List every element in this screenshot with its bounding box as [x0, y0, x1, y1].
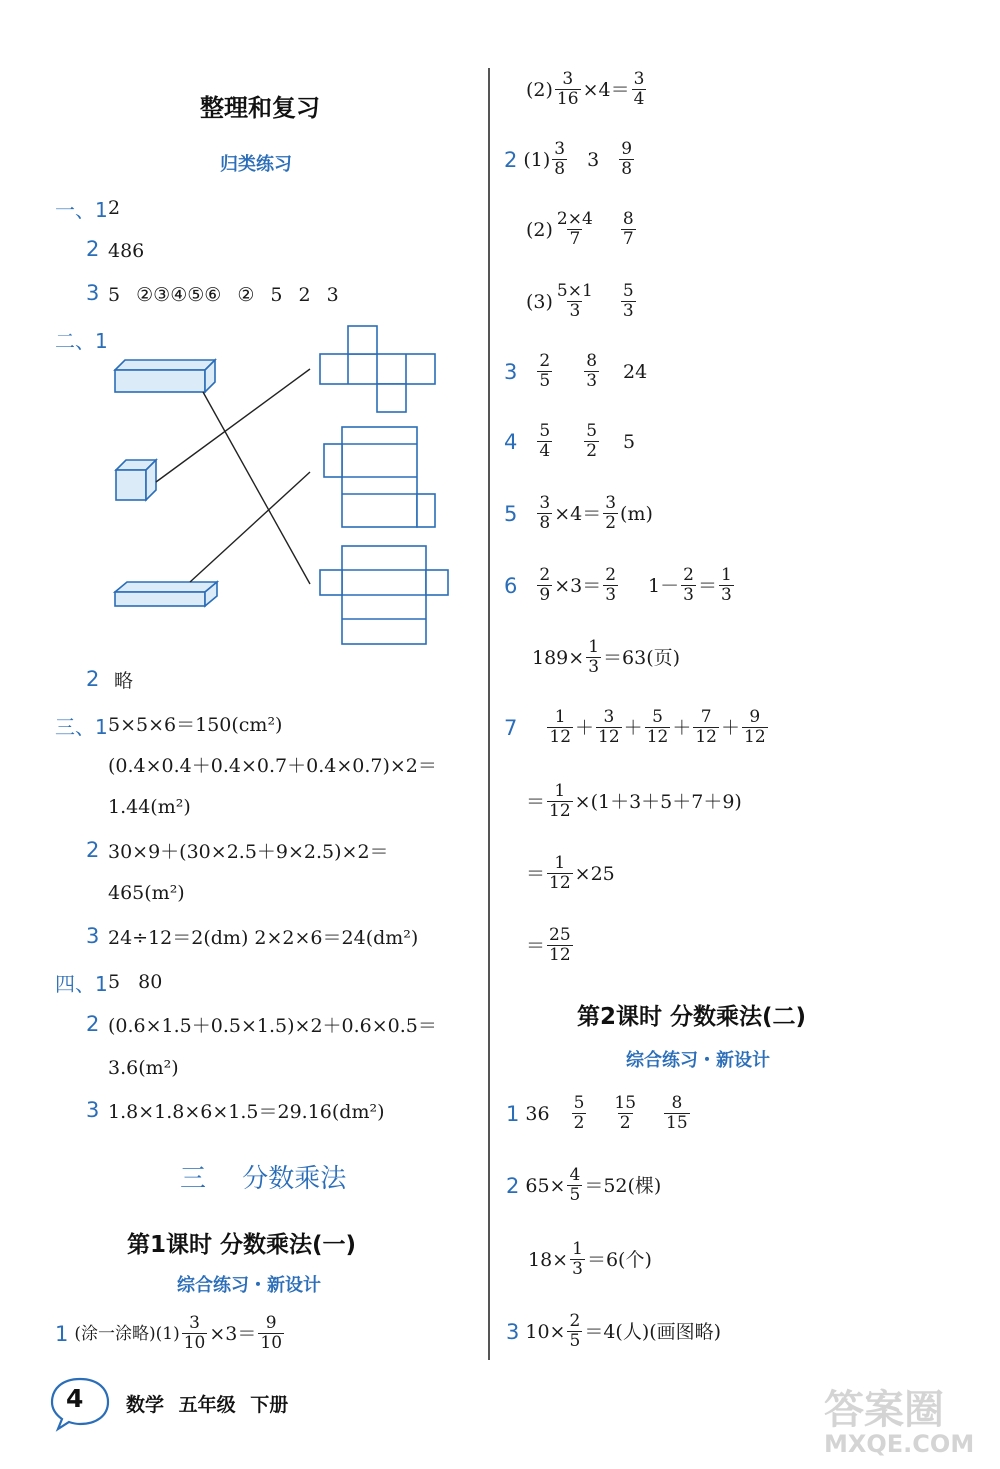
fraction: $\frac{3}{8}$ [554, 139, 566, 179]
answer-text: 24 [623, 360, 648, 383]
answer-row [526, 926, 575, 965]
answer-text: ＝ [526, 862, 546, 885]
answer-text: ＝6(个) [586, 1248, 652, 1271]
q-number: 2 [86, 237, 100, 261]
answer-row [504, 708, 770, 747]
answer-text: 1.44(m²) [108, 796, 191, 818]
answer-text: ×(1＋3＋5＋7＋9) [574, 790, 742, 813]
q-number: 7 [504, 715, 518, 740]
fraction: $\frac{8}{3}$ [586, 351, 598, 391]
q-label-4: 四、1 [55, 972, 108, 996]
column-divider [488, 68, 490, 1360]
fraction: $\frac{3}{10}$ [183, 1313, 206, 1353]
q-number: 6 [504, 573, 518, 598]
answer-text: 189× [532, 646, 585, 669]
lesson-title: 第1课时 分数乘法(一) [127, 1232, 357, 1258]
answer-text: 3 [587, 148, 600, 171]
fraction: $\frac{8}{7}$ [622, 209, 634, 249]
fraction: $\frac{7}{12}$ [695, 707, 717, 747]
answer-text: (0.4×0.4＋0.4×0.7＋0.4×0.7)×2＝ [108, 755, 437, 777]
answer-text: 5×5×6＝150(cm²) [108, 714, 283, 736]
answer-text: (2) [526, 78, 553, 101]
answer-text: ×4＝ [554, 502, 602, 525]
watermark-url: MXQE.COM [824, 1430, 975, 1458]
q-label-2: 二、1 [55, 329, 108, 353]
q-number: 5 [504, 501, 518, 526]
fraction: $\frac{1}{3}$ [572, 1239, 583, 1279]
subsection-title: 综合练习・新设计 [177, 1275, 321, 1296]
fraction: $\frac{5}{2}$ [586, 421, 598, 461]
answer-row [506, 1166, 661, 1205]
net-matching-diagram [110, 322, 455, 647]
answer-text: ×3＝ [209, 1322, 257, 1345]
answer-text: (2) [526, 218, 553, 241]
answer-text: ＝ [697, 574, 717, 597]
answer-row [506, 1312, 721, 1351]
answer-text: 略 [114, 670, 134, 692]
fraction: $\frac{5}{4}$ [539, 421, 551, 461]
answer-text: 465(m²) [108, 882, 185, 904]
fraction: $\frac{5}{3}$ [622, 281, 634, 321]
answer-text: 36 [525, 1102, 550, 1125]
fraction: $\frac{2}{9}$ [539, 565, 551, 605]
answer-row [526, 854, 615, 893]
fraction: $\frac{3}{8}$ [539, 493, 551, 533]
q-number: 3 [504, 359, 518, 384]
fraction: $\frac{5}{2}$ [573, 1093, 585, 1133]
answer-row [504, 494, 653, 533]
fraction: $\frac{9}{12}$ [744, 707, 766, 747]
plus-sign: ＋ [623, 716, 643, 739]
q-number: 1 [55, 1321, 69, 1346]
answer-row [526, 70, 648, 109]
answer-row [532, 638, 680, 677]
q-number: 4 [504, 429, 518, 454]
plus-sign: ＋ [720, 716, 740, 739]
answer-text: 2 [108, 197, 121, 219]
answer-text: 30×9＋(30×2.5＋9×2.5)×2＝ [108, 841, 389, 863]
answer-text: (0.6×1.5＋0.5×1.5)×2＋0.6×0.5＝ [108, 1015, 437, 1037]
answer-text: (1) [523, 148, 551, 171]
answer-row [504, 140, 636, 179]
answer-row [504, 422, 635, 461]
answer-text: (m) [620, 502, 653, 525]
answer-text: 10× [525, 1320, 566, 1343]
fraction: $\frac{15}{2}$ [614, 1093, 637, 1133]
q-number: 2 [504, 147, 518, 172]
answer-text: (3) [526, 290, 553, 313]
page-number: 4 [66, 1384, 84, 1413]
answer-text: 3.6(m²) [108, 1057, 179, 1079]
fraction: $\frac{2}{3}$ [605, 565, 617, 605]
fraction: $\frac{25}{12}$ [549, 925, 571, 965]
answer-text: ×3＝ [554, 574, 602, 597]
answer-text: ＝4(人)(画图略) [584, 1320, 722, 1343]
q-number: 3 [86, 1098, 100, 1122]
fraction: $\frac{1}{3}$ [588, 637, 600, 677]
watermark-logo: 答案圈 [824, 1387, 944, 1433]
q-number: 2 [506, 1173, 520, 1198]
fraction: $\frac{1}{12}$ [549, 707, 572, 747]
fraction: $\frac{1}{12}$ [549, 781, 571, 821]
answer-row [526, 210, 638, 249]
answer-text: 18× [528, 1248, 569, 1271]
answer-row [504, 352, 647, 391]
fraction: $\frac{9}{8}$ [621, 139, 633, 179]
fraction: $\frac{1}{3}$ [720, 565, 732, 605]
fraction: $\frac{2}{5}$ [569, 1311, 581, 1351]
answer-text: 5 80 [108, 971, 163, 993]
answer-text: 1.8×1.8×6×1.5＝29.16(dm²) [108, 1101, 385, 1123]
fraction: $\frac{2\times 4}{7}$ [556, 209, 593, 249]
q-number: 3 [86, 924, 100, 948]
fraction: $\frac{2}{3}$ [683, 565, 694, 605]
answer-text: (涂一涂略)(1) [74, 1323, 180, 1344]
plus-sign: ＋ [575, 716, 595, 739]
fraction: $\frac{3}{4}$ [633, 69, 645, 109]
q-number: 2 [86, 1012, 100, 1036]
answer-text: ×4＝ [582, 78, 630, 101]
q-label-3: 三、1 [55, 715, 108, 739]
subsection-title: 归类练习 [220, 154, 292, 175]
lesson-title: 第2课时 分数乘法(二) [577, 1004, 807, 1030]
answer-text: 65× [525, 1174, 566, 1197]
answer-row [506, 1094, 692, 1133]
q-label-1: 一、1 [55, 198, 108, 222]
answer-text: 486 [108, 240, 145, 262]
plus-sign: ＋ [672, 716, 692, 739]
answer-text: 24÷12＝2(dm) 2×2×6＝24(dm²) [108, 927, 419, 949]
fraction: $\frac{9}{10}$ [260, 1313, 283, 1353]
fraction: $\frac{2}{5}$ [539, 351, 551, 391]
subsection-title: 综合练习・新设计 [626, 1050, 770, 1071]
fraction: $\frac{5\times 1}{3}$ [556, 281, 593, 321]
fraction: $\frac{3}{16}$ [556, 69, 579, 109]
answer-text: ×25 [574, 862, 615, 885]
answer-row [526, 282, 638, 321]
fraction: $\frac{3}{12}$ [598, 707, 620, 747]
q-number: 1 [506, 1101, 520, 1126]
answer-text: ＝52(棵) [584, 1174, 662, 1197]
fraction: $\frac{1}{12}$ [549, 853, 571, 893]
q-number: 3 [506, 1319, 520, 1344]
answer-row [504, 566, 736, 605]
footer-text: 数学 五年级 下册 [126, 1394, 289, 1416]
answer-text: 1－ [648, 574, 680, 597]
chapter-title: 三 分数乘法 [180, 1164, 347, 1194]
fraction: $\frac{5}{12}$ [646, 707, 669, 747]
q-number: 3 [86, 281, 100, 305]
answer-row [55, 1314, 286, 1353]
fraction: $\frac{4}{5}$ [569, 1165, 581, 1205]
answer-text: ＝ [526, 790, 546, 813]
fraction: $\frac{8}{15}$ [666, 1093, 688, 1133]
answer-text: 5 [623, 430, 636, 453]
answer-row [526, 782, 742, 821]
q-number: 2 [86, 838, 100, 862]
answer-row [528, 1240, 652, 1279]
answer-text: 5 ②③④⑤⑥ ② 5 2 3 [108, 284, 339, 306]
section-title: 整理和复习 [200, 94, 320, 122]
fraction: $\frac{3}{2}$ [605, 493, 617, 533]
answer-text: ＝ [526, 934, 546, 957]
answer-text: ＝63(页) [603, 646, 681, 669]
q-number: 2 [86, 667, 100, 691]
